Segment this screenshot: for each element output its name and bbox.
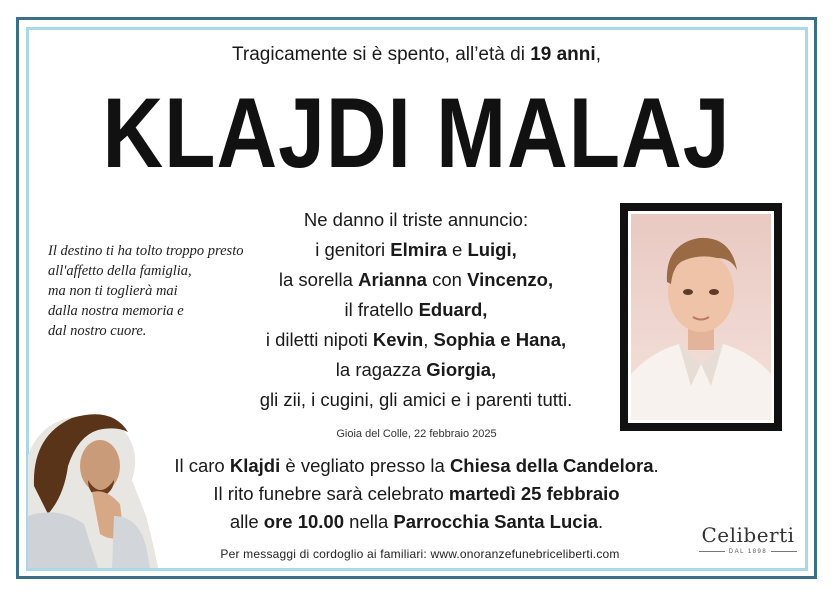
logo-subtitle: DAL 1898 — [728, 549, 768, 555]
poem-line: ma non ti toglierà mai — [48, 283, 178, 299]
portrait-image — [631, 214, 771, 420]
logo-name: Celiberti — [701, 523, 795, 547]
deceased-name: KLAJDI MALAJ — [102, 77, 731, 189]
age: 19 anni — [530, 44, 596, 65]
service-line: Il rito funebre sarà celebrato martedì 25 febbraio — [213, 483, 620, 504]
condolence-link[interactable]: Per messaggi di cordoglio ai familiari: www.onoranzefunebriceliberti.com — [220, 547, 620, 561]
service-line: alle ore 10.00 nella Parrocchia Santa Lucia. — [229, 511, 604, 532]
poem-line: dalla nostra memoria e — [48, 303, 184, 319]
announce-line: i genitori Elmira e Luigi, — [315, 239, 517, 260]
announce-line: la sorella Arianna con Vincenzo, — [278, 269, 554, 290]
announce-line: gli zii, i cugini, gli amici e i parenti tutti. — [259, 389, 573, 410]
service-line: Il caro Klajdi è vegliato presso la Chiesa della Candelora. — [174, 455, 659, 476]
announce-line: i diletti nipoti Kevin, Sophia e Hana, — [265, 329, 567, 350]
announce-line: il fratello Eduard, — [344, 299, 488, 320]
service-info — [120, 452, 713, 536]
intro-line: Tragicamente si è spento, all’età di 19 anni, — [232, 44, 601, 65]
portrait-photo — [620, 203, 782, 431]
announcement — [236, 205, 596, 415]
poem-line: all'affetto della famiglia, — [48, 263, 192, 279]
poem-line: dal nostro cuore. — [48, 323, 147, 339]
poem-line: Il destino ti ha tolto troppo presto — [48, 243, 244, 259]
announce-line: Ne danno il triste annuncio: — [303, 209, 529, 230]
place-date: Gioia del Colle, 22 febbraio 2025 — [336, 428, 497, 440]
announce-line: la ragazza Giorgia, — [335, 359, 497, 380]
celiberti-logo — [693, 523, 803, 555]
